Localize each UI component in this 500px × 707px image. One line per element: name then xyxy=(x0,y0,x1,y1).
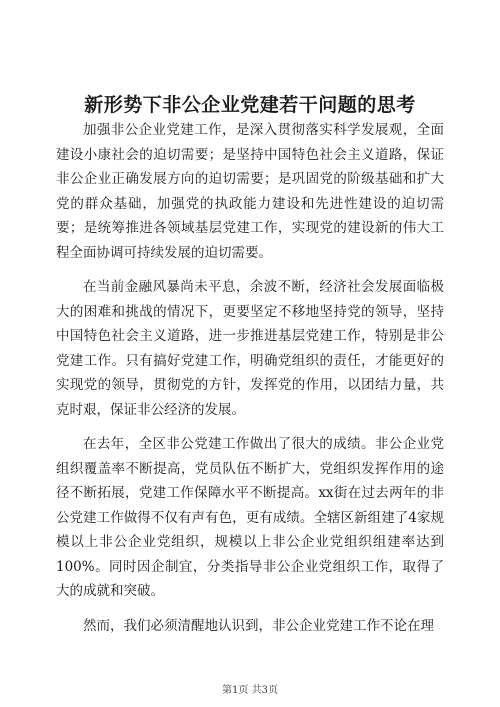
paragraph: 加强非公企业党建工作，是深入贯彻落实科学发展观，全面建设小康社会的迫切需要；是坚持中国特色社会主义道路，保证非公企业正确发展方向的迫切需要；是巩固党的阶级基础和扩大党的群众基础，加强党的执政能力建设和先进性建设的迫切需要；是统筹推进各领域基层党建工作，实现党的建设新的伟大工程全面协调可持续发展的迫切需要。 xyxy=(56,122,444,261)
document-title: 新形势下非公企业党建若干问题的思考 xyxy=(84,94,416,116)
paragraph: 在当前金融风暴尚未平息，余波不断，经济社会发展面临极大的困难和挑战的情况下，更要坚定不移地坚持党的领导，坚持中国特色社会主义道路，进一步推进基层党建工作，特别是非公党建工作。只有搞好党建工作，明确党组织的责任，才能更好的实现党的领导，贯彻党的方针，发挥党的作用，以团结力量，共克时艰，保证非公经济的发展。 xyxy=(56,279,444,418)
paragraph: 然而，我们必须清醒地认识到，非公企业党建工作不论在理 xyxy=(83,617,434,634)
paragraph: 在去年，全区非公党建工作做出了很大的成绩。非公企业党组织覆盖率不断提高，党员队伍不断扩大，党组织发挥作用的途径不断拓展，党建工作保障水平不断提高。xx街在过去两年的非公党建工作做得不仅有声有色，更有成绩。全辖区新组建了4家规模以上非公企业党组织，规模以上非公企业党组织组建率达到100%。同时因企制宜，分类指导非公企业党组织工作，取得了大的成就和突破。 xyxy=(56,436,444,599)
page-footer: 第1页 共3页 xyxy=(222,685,278,696)
document-body xyxy=(56,118,444,638)
